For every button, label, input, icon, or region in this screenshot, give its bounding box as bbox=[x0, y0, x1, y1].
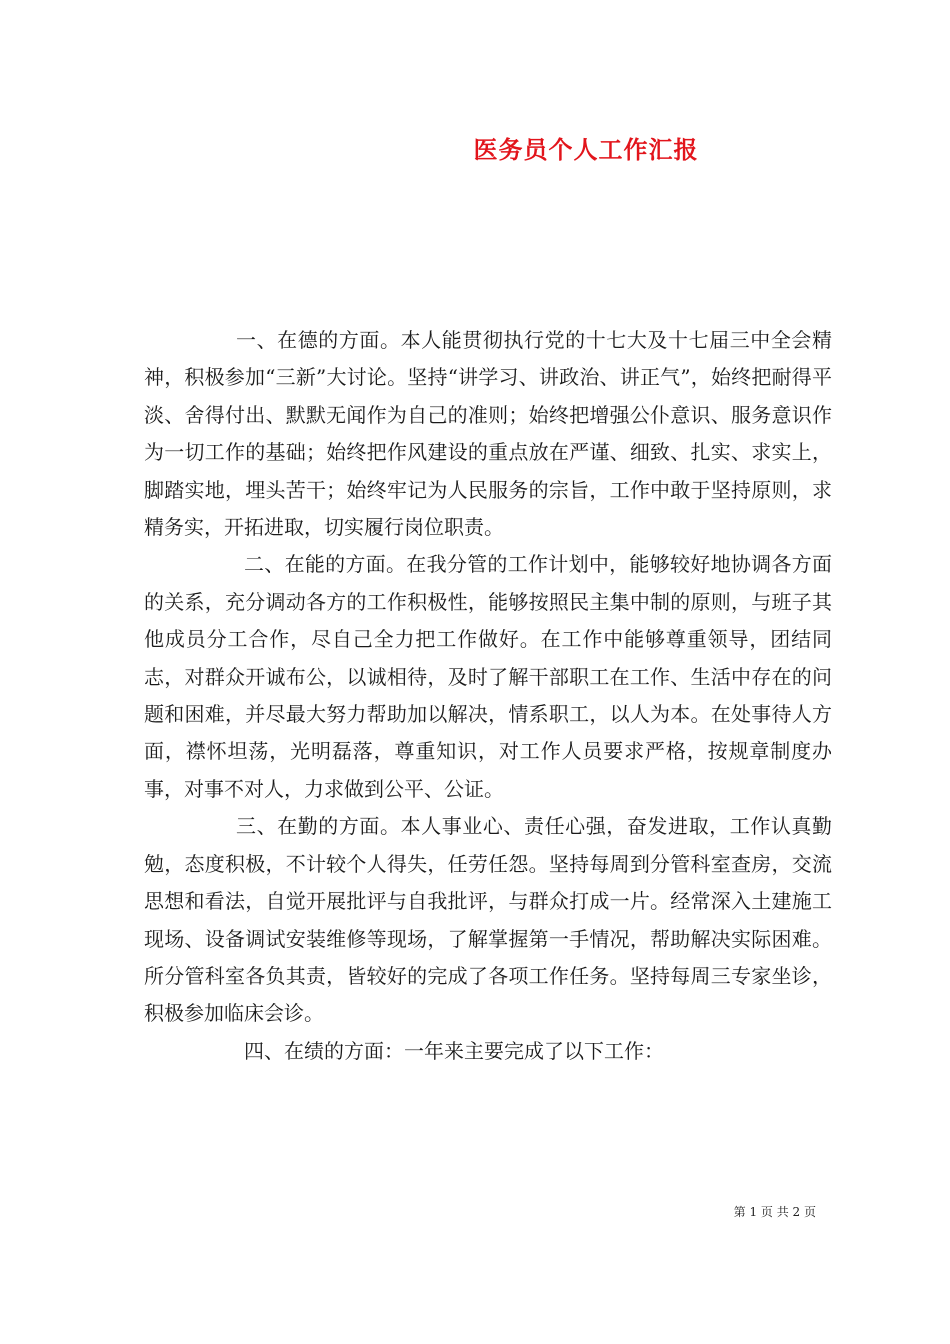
page-number: 第 1 页 共 2 页 bbox=[733, 1205, 816, 1219]
document-title: 医务员个人工作汇报 bbox=[473, 135, 699, 164]
paragraph-ability: 二、在能的方面。在我分管的工作计划中，能够较好地协调各方面的关系，充分调动各方的工作积极性，能够按照民主集中制的原则，与班子其他成员分工合作，尽自己全力把工作做好。在工作中能够尊重领导，团结同志，对群众开诚布公，以诚相待，及时了解干部职工在工作、生活中存在的问题和困难，并尽最大努力帮助加以解决，情系职工，以人为本。在处事待人方面，襟怀坦荡，光明磊落，尊重知识，对工作人员要求严格，按规章制度办事，对事不对人，力求做到公平、公证。 bbox=[144, 552, 832, 801]
paragraph-morality: 一、在德的方面。本人能贯彻执行党的十七大及十七届三中全会精神，积极参加“三新”大讨论。坚持“讲学习、讲政治、讲正气”，始终把耐得平淡、舍得付出、默默无闻作为自己的准则；始终把增强公仆意识、服务意识作为一切工作的基础；始终把作风建设的重点放在严谨、细致、扎实、求实上，脚踏实地，埋头苦干；始终牢记为人民服务的宗旨，工作中敢于坚持原则，求精务实，开拓进取，切实履行岗位职责。 bbox=[144, 328, 832, 540]
document-body bbox=[144, 322, 832, 1070]
paragraph-diligence: 三、在勤的方面。本人事业心、责任心强，奋发进取，工作认真勤勉，态度积极，不计较个人得失，任劳任怨。坚持每周到分管科室查房，交流思想和看法，自觉开展批评与自我批评，与群众打成一片。经常深入土建施工现场、设备调试安装维修等现场，了解掌握第一手情况，帮助解决实际困难。所分管科室各负其责，皆较好的完成了各项工作任务。坚持每周三专家坐诊，积极参加临床会诊。 bbox=[144, 814, 832, 1026]
paragraph-achievements: 四、在绩的方面：一年来主要完成了以下工作： bbox=[244, 1038, 664, 1063]
